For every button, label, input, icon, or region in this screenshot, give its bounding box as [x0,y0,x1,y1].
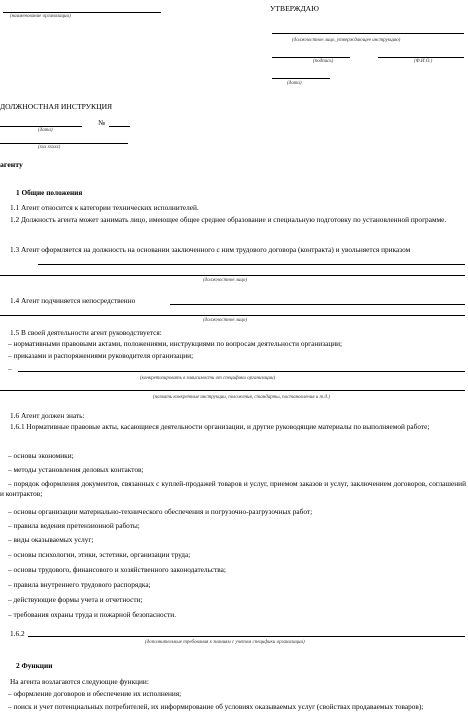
list-item: – нормативными правовыми актами, положениями, инструкциями по вопросам деятельности организации; [8,339,343,348]
approve-date-line[interactable] [272,78,330,79]
list-item: – приказами и распоряжениями руководителя организации; [8,351,194,360]
para-1-5: 1.5 В своей деятельности агент руководствуется: [10,328,162,337]
org-name-line[interactable] [3,12,161,13]
guidance-line-2[interactable] [0,390,465,391]
doc-place-caption: (ххх ххххх) [38,145,61,150]
fio-line[interactable] [378,57,464,58]
approve-label: УТВЕРЖДАЮ [270,4,319,13]
list-item: – оформление договоров и обеспечение их исполнения; [8,689,182,698]
number-sign: № [98,118,105,127]
doc-subject: агенту [0,160,23,169]
guidance-line-1[interactable] [18,371,465,372]
para-1-6-2: 1.6.2 [10,629,25,638]
list-item: – методы установления деловых контактов; [8,465,144,474]
concretize-caption: (конкретизировать в зависимости от специфики организации) [140,376,276,381]
supervisor-line[interactable] [170,304,465,305]
doc-title: ДОЛЖНОСТНАЯ ИНСТРУКЦИЯ [0,102,113,111]
section1-heading: 1 Общие положения [16,188,83,197]
extra-requirements-caption: (дополнительные требования к знаниям с учетом специфики организации) [145,640,305,645]
list-item: – поиск и учет потенциальных потребителей, их информирование об условиях оказываемых услуг (свойствах продаваемых товаров); [8,702,424,711]
para-1-1: 1.1 Агент относится к категории технических исполнителей. [10,203,199,212]
approver-position-line[interactable] [272,33,464,34]
official-caption-1: (должностное лицо) [203,278,248,283]
doc-date-line[interactable] [0,126,82,127]
list-item: – основы экономики; [8,451,74,460]
documents-caption: (назвать конкретные инструкции, положения, стандарты, постановления и т.д.) [153,395,330,400]
list-item: – правила ведения претензионной работы; [8,521,140,530]
approve-date-caption: (дата) [287,81,302,86]
doc-number-line[interactable] [109,126,130,127]
doc-place-line[interactable] [0,143,128,144]
para-1-2: 1.2 Должность агента может занимать лицо, имеющее общее среднее образование и специальную подготовку по установленной программе. [10,215,447,224]
dismissal-official-line-2[interactable] [0,275,465,276]
supervisor-line-2[interactable] [0,315,465,316]
extra-requirements-line[interactable] [28,636,465,637]
signature-caption: (подпись) [313,59,334,64]
official-caption-2: (должностное лицо) [203,318,248,323]
approver-position-caption: (должностное лицо, утверждающее инструкцию) [292,38,401,43]
doc-date-caption: (дата) [38,128,53,133]
list-item: – виды оказываемых услуг; [8,535,94,544]
list-item: – [8,364,12,373]
signature-line[interactable] [272,57,350,58]
list-item: – действующие формы учета и отчетности; [8,595,143,604]
list-item: – правила внутреннего трудового распорядка; [8,580,151,589]
list-item: – порядок оформления документов, связанных с куплей-продажей товаров и услуг, приемом заказов и услуг, заключением договоров, соглашений и контрактов; [0,479,466,498]
fio-caption: (Ф.И.О.) [414,59,433,64]
list-item: – основы психологии, этики, эстетики, организации труда; [8,550,191,559]
section2-heading: 2 Функции [16,661,53,670]
list-item: – основы организации материально-технического обеспечения и погрузочно-разгрузочных работ; [8,507,313,516]
list-item: – основы трудового, финансового и хозяйственного законодательства; [8,565,226,574]
org-name-caption: (наименование организации) [10,14,71,19]
para-1-6-1: 1.6.1 Нормативные правовые акты, касающиеся деятельности организации, и другие руководящие материалы по выполняемой работе; [10,422,430,431]
para-1-3: 1.3 Агент оформляется на должность на основании заключенного с ним трудового договора (контракта) и увольняется приказом [10,245,411,254]
dismissal-official-line[interactable] [38,264,465,265]
list-item: – требования охраны труда и пожарной безопасности. [8,610,177,619]
para-1-4: 1.4 Агент подчиняется непосредственно [10,296,136,305]
section2-intro: На агента возлагаются следующие функции: [10,677,149,686]
para-1-6: 1.6 Агент должен знать: [10,411,85,420]
